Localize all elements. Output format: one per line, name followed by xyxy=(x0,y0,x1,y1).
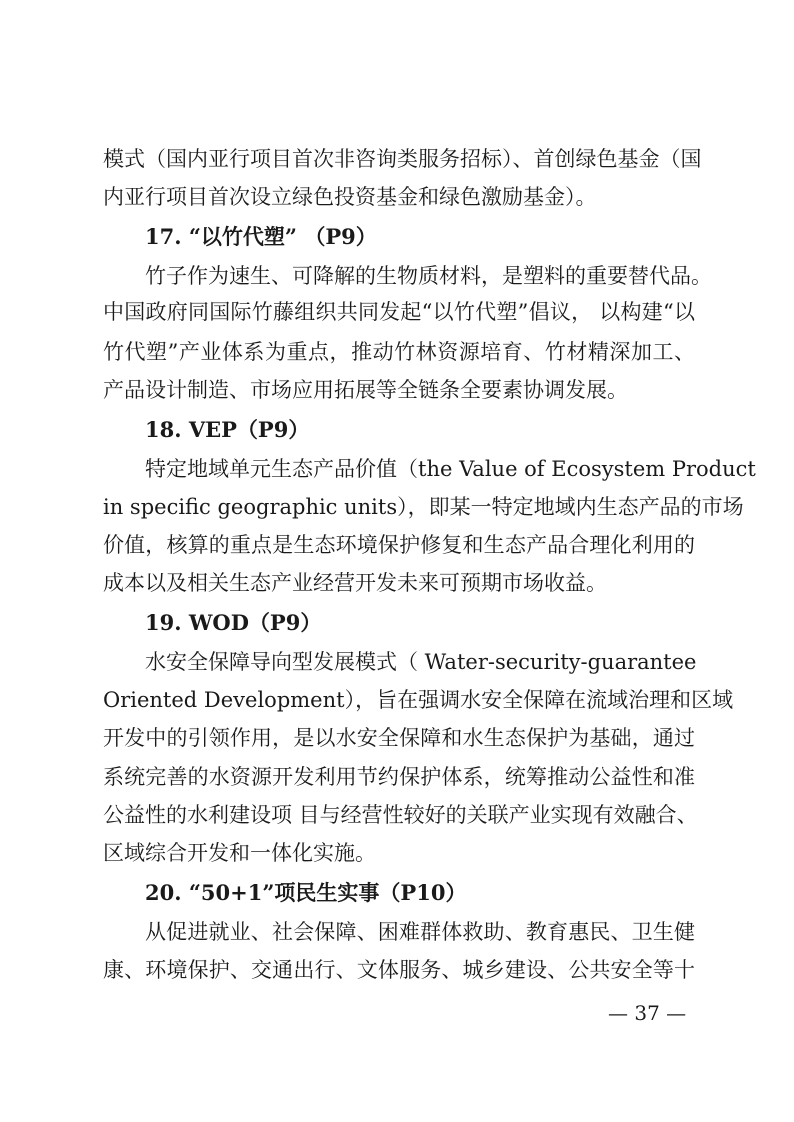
paragraph-line: Oriented Development），旨在强调水安全保障在流域治理和区域 xyxy=(103,688,734,712)
paragraph-line: 竹代塑”产业体系为重点，推动竹林资源培育、竹材精深加工、 xyxy=(103,340,695,364)
paragraph-line: 公益性的水利建设项 目与经营性较好的关联产业实现有效融合、 xyxy=(103,803,698,827)
paragraph-line: 中国政府同国际竹藤组织共同发起“以竹代塑”倡议， 以构建“以 xyxy=(103,300,695,324)
paragraph-line: 康、环境保护、交通出行、文体服务、城乡建设、公共安全等十 xyxy=(103,958,695,982)
paragraph-line: 开发中的引领作用，是以水安全保障和水生态保护为基础，通过 xyxy=(103,726,695,750)
section-heading-18: 18. VEP（P9） xyxy=(145,417,310,442)
paragraph-line: 特定地域单元生态产品价值（the Value of Ecosystem Product xyxy=(145,457,756,481)
paragraph-line: 模式（国内亚行项目首次非咨询类服务招标）、首创绿色基金（国 xyxy=(103,147,702,171)
section-heading-20: 20. “50+1”项民生实事（P10） xyxy=(145,880,467,905)
section-heading-17: 17. “以竹代塑” （P9） xyxy=(145,224,377,249)
paragraph-line: 成本以及相关生态产业经营开发未来可预期市场收益。 xyxy=(103,571,607,595)
paragraph-line: 竹子作为速生、可降解的生物质材料，是塑料的重要替代品。 xyxy=(145,264,712,288)
paragraph-line: in specific geographic units），即某一特定地域内生态产品的市场 xyxy=(103,495,744,519)
paragraph-line: 系统完善的水资源开发利用节约保护体系，统筹推动公益性和准 xyxy=(103,765,695,789)
paragraph-line: 区域综合开发和一体化实施。 xyxy=(103,841,376,865)
section-heading-19: 19. WOD（P9） xyxy=(145,610,322,635)
paragraph-line: 产品设计制造、市场应用拓展等全链条全要素协调发展。 xyxy=(103,378,628,402)
paragraph-line: 从促进就业、社会保障、困难群体救助、教育惠民、卫生健 xyxy=(145,920,695,944)
paragraph-line: 内亚行项目首次设立绿色投资基金和绿色激励基金）。 xyxy=(103,185,597,209)
paragraph-line: 水安全保障导向型发展模式（ Water-security-guarantee xyxy=(145,650,697,674)
paragraph-line: 价值，核算的重点是生态环境保护修复和生态产品合理化利用的 xyxy=(103,533,695,557)
page-number: — 37 — xyxy=(608,1001,687,1025)
